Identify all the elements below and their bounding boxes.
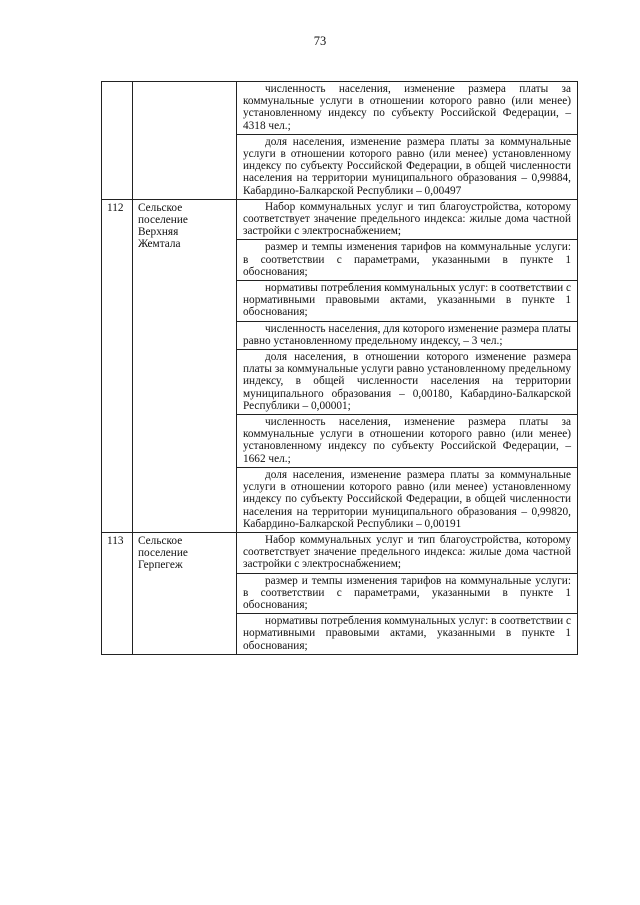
- row-number-cell: [102, 199, 133, 532]
- description-paragraph: [237, 134, 577, 199]
- page-number: 73: [313, 34, 327, 48]
- municipality-name: Сельское поселение Герпегеж: [138, 534, 188, 572]
- row-number-cell: [102, 532, 133, 654]
- municipality-name-cell: [133, 532, 237, 654]
- description-paragraph: [237, 82, 577, 134]
- paragraph-text: численность населения, для которого изменение размера платы равно установленному предельному индексу, – 3 чел.;: [243, 322, 571, 347]
- paragraph-text: Набор коммунальных услуг и тип благоустройства, которому соответствует значение предельного индекса: жилые дома частной застройки с электроснабжением;: [243, 533, 571, 571]
- description-paragraph: [237, 239, 577, 280]
- row-number: 113: [107, 534, 124, 547]
- description-cell: [237, 199, 578, 532]
- paragraph-text: численность населения, изменение размера платы за коммунальные услуги в отношении которого равно (или менее) установленному индексу по субъекту Российской Федерации, – 1662 чел.;: [243, 416, 571, 465]
- paragraph-text: доля населения, изменение размера платы за коммунальные услуги в отношении которого равно (или менее) установленному индексу по субъекту Российской Федерации, в общей численности населения на территории муниципального образования – 0,99884, Кабардино-Балкарской Республики – 0,00497: [243, 135, 571, 197]
- municipality-name-cell: [133, 82, 237, 200]
- paragraph-text: нормативы потребления коммунальных услуг: в соответствии с нормативными правовыми актами, указанными в пункте 1 обоснования;: [243, 615, 571, 652]
- description-paragraph: [237, 321, 577, 349]
- municipalities-table: [101, 81, 578, 655]
- description-paragraph: [237, 533, 577, 573]
- row-number-cell: [102, 82, 133, 200]
- table-row: [102, 199, 578, 532]
- table-row: [102, 82, 578, 200]
- municipality-name: Сельское поселение Верхняя Жемтала: [138, 201, 188, 251]
- description-paragraph: [237, 573, 577, 614]
- municipality-name-cell: [133, 199, 237, 532]
- row-number: 112: [107, 201, 124, 214]
- row-number: [102, 82, 132, 84]
- paragraph-text: численность населения, изменение размера платы за коммунальные услуги в отношении которого равно (или менее) установленному индексу по субъекту Российской Федерации, – 4318 чел.;: [243, 83, 571, 132]
- description-paragraph: [237, 280, 577, 321]
- municipality-name: [133, 82, 236, 84]
- description-cell: [237, 82, 578, 200]
- description-paragraph: [237, 349, 577, 414]
- paragraph-text: размер и темпы изменения тарифов на коммунальные услуги: в соответствии с параметрами, указанными в пункте 1 обоснования;: [243, 574, 571, 611]
- description-paragraph: [237, 414, 577, 467]
- description-paragraph: [237, 613, 577, 654]
- description-cell: [237, 532, 578, 654]
- paragraph-text: доля населения, в отношении которого изменение размера платы за коммунальные услуги равно установленному предельному индексу, в общей численности населения на территории муниципального образования – 0,00180, Кабардино-Балкарской Республики – 0,00001;: [243, 351, 571, 412]
- paragraph-text: размер и темпы изменения тарифов на коммунальные услуги: в соответствии с параметрами, указанными в пункте 1 обоснования;: [243, 241, 571, 278]
- paragraph-text: доля населения, изменение размера платы за коммунальные услуги в отношении которого равно (или менее) установленному индексу по субъекту Российской Федерации, в общей численности населения на территории муниципального образования – 0,99820, Кабардино-Балкарской Республики – 0,00191: [243, 468, 571, 530]
- table-row: [102, 532, 578, 654]
- description-paragraph: [237, 200, 577, 240]
- description-paragraph: [237, 467, 577, 532]
- paragraph-text: Набор коммунальных услуг и тип благоустройства, которому соответствует значение предельного индекса: жилые дома частной застройки с электроснабжением;: [243, 200, 571, 238]
- paragraph-text: нормативы потребления коммунальных услуг: в соответствии с нормативными правовыми актами, указанными в пункте 1 обоснования;: [243, 282, 571, 319]
